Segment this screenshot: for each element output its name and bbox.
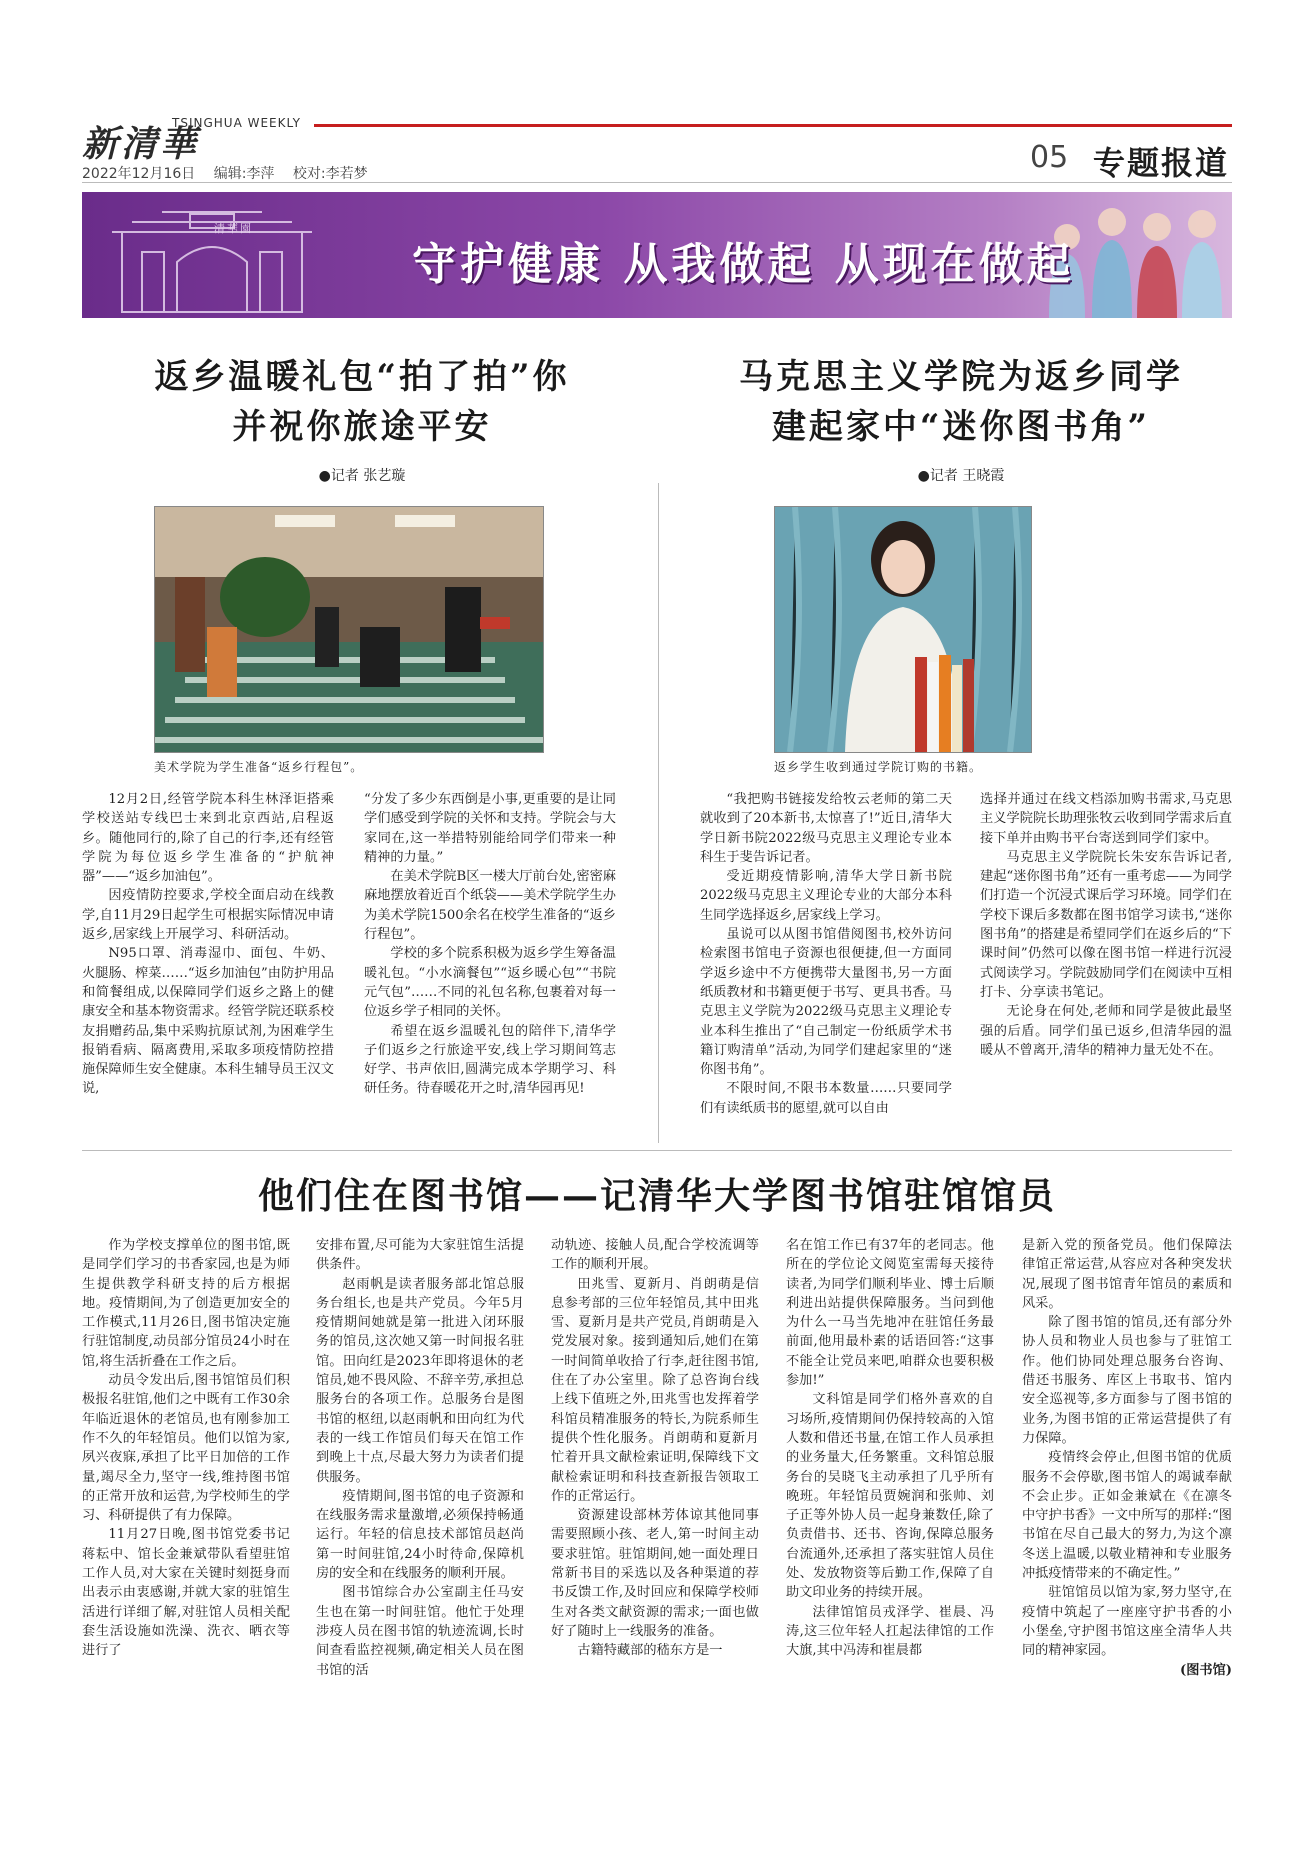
paragraph: 法律馆馆员戎泽学、崔晨、冯涛,这三位年轻人扛起法律馆的工作大旗,其中冯涛和崔晨都 bbox=[786, 1604, 994, 1659]
paragraph: 名在馆工作已有37年的老同志。他所在的学位论文阅览室需每天接待读者,为同学们顺利毕业、博士后顺利进出站提供保障服务。当问到他为什么一马当先地冲在驻馆任务最前面,他用最朴素的话语回答:“这事不能全让党员来吧,咱群众也要积极参加!” bbox=[786, 1238, 994, 1389]
paragraph: 资源建设部林芳体谅其他同事需要照顾小孩、老人,第一时间主动要求驻馆。驻馆期间,她一面处理日常新书目的采选以及各种渠道的荐书反馈工作,及时回应和保障学校师生对各类文献资源的需求;一面也做好了随时上一线服务的准备。 bbox=[551, 1508, 759, 1639]
paragraph: 安排布置,尽可能为大家驻馆生活提供条件。 bbox=[316, 1238, 524, 1273]
article2-title-line1: 马克思主义学院为返乡同学 bbox=[739, 357, 1183, 397]
paragraph: 疫情期间,图书馆的电子资源和在线服务需求量激增,必须保持畅通运行。年轻的信息技术部馆员赵尚第一时间驻馆,24小时待命,保障机房的安全和在线服务的顺利开展。 bbox=[316, 1488, 524, 1582]
paragraph: 不限时间,不限书本数量……只要同学们有读纸质书的愿望,就可以自由 bbox=[700, 1081, 952, 1116]
campaign-banner bbox=[82, 192, 1232, 318]
article-vertical-divider bbox=[658, 483, 659, 1143]
article1-title-line1: 返乡温暖礼包“拍了拍”你 bbox=[154, 357, 570, 397]
tsinghua-gate-icon bbox=[112, 212, 312, 312]
article1-headline bbox=[82, 352, 642, 452]
article-horizontal-divider bbox=[82, 1150, 1232, 1151]
article3-column5 bbox=[1022, 1236, 1232, 1680]
article1-byline: ●记者 张艺璇 bbox=[318, 468, 406, 484]
paragraph: 文科馆是同学们格外喜欢的自习场所,疫情期间仍保持较高的入馆人数和借还书量,在馆工作人员承担的业务量大,任务繁重。文科馆总服务台的吴晓飞主动承担了几乎所有晚班。年轻馆员贾婉润和张帅、刘子正等外协人员一起身兼数任,除了负责借书、还书、咨询,保障总服务台流通外,还承担了落实驻馆人员住处、发放物资等后勤工作,保障了自助文印业务的持续开展。 bbox=[786, 1392, 994, 1601]
proofreader-credit: 校对:李若梦 bbox=[292, 166, 368, 182]
paragraph: 动员令发出后,图书馆馆员们积极报名驻馆,他们之中既有工作30余年临近退休的老馆员,也有刚参加工作不久的年轻馆员。他们以馆为家,夙兴夜寐,承担了比平日加倍的工作量,竭尽全力,坚守一线,维持图书馆的正常开放和运营,为学校师生的学习、科研提供了有力保障。 bbox=[82, 1373, 290, 1524]
article1-column1 bbox=[82, 790, 334, 1099]
paragraph: “我把购书链接发给牧云老师的第二天就收到了20本新书,太惊喜了!”近日,清华大学日新书院2022级马克思主义理论专业本科生于斐告诉记者。 bbox=[700, 792, 952, 865]
article3-column2 bbox=[316, 1236, 524, 1680]
article2-column2 bbox=[980, 790, 1232, 1060]
paragraph: 图书馆综合办公室副主任马安生也在第一时间驻馆。他忙于处理涉疫人员在图书馆的轨迹流调,长时间查看监控视频,确定相关人员在图书馆的活 bbox=[316, 1585, 524, 1678]
paragraph: 选择并通过在线文档添加购书需求,马克思主义学院院长助理张牧云收到同学需求后直接下单并由购书平台寄送到同学们家中。 bbox=[980, 792, 1232, 846]
article2-photo-caption: 返乡学生收到通过学院订购的书籍。 bbox=[774, 760, 983, 774]
issue-meta bbox=[82, 163, 382, 183]
article2-photo bbox=[774, 506, 1032, 753]
paragraph: 动轨迹、接触人员,配合学校流调等工作的顺利开展。 bbox=[551, 1238, 759, 1273]
article3-headline: 他们住在图书馆——记清华大学图书馆驻馆馆员 bbox=[257, 1175, 1056, 1217]
paragraph: 虽说可以从图书馆借阅图书,校外访问检索图书馆电子资源也很便捷,但一方面同学返乡途中不方便携带大量图书,另一方面纸质教材和书籍更便于书写、更具书香。马克思主义学院为2022级马克思主义理论专业本科生推出了“自己制定一份纸质学术书籍订购清单”活动,为同学们建起家里的“迷你图书角”。 bbox=[700, 927, 952, 1078]
student-with-books-image bbox=[775, 507, 1031, 752]
issue-date: 2022年12月16日 bbox=[82, 166, 196, 182]
gift-bag-hall-image bbox=[155, 507, 543, 752]
paragraph: 受近期疫情影响,清华大学日新书院2022级马克思主义理论专业的大部分本科生同学选择返乡,居家线上学习。 bbox=[700, 869, 952, 923]
paragraph: “分发了多少东西倒是小事,更重要的是让同学们感受到学院的关怀和支持。学院会与大家同在,这一举措特别能给同学们带来一种精神的力量。” bbox=[364, 792, 616, 865]
article3-column1 bbox=[82, 1236, 290, 1661]
banner-slogan: 守护健康 从我做起 从现在做起 bbox=[412, 239, 1075, 290]
paragraph: 马克思主义学院院长朱安东告诉记者,建起“迷你图书角”还有一重考虑——为同学们打造一个沉浸式课后学习环境。同学们在学校下课后多数都在图书馆学习读书,“迷你图书角”的搭建是希望同学们在返乡后的“下课时间”仍然可以像在图书馆一样进行沉浸式阅读学习。学院鼓励同学们在阅读中互相打卡、分享读书笔记。 bbox=[980, 849, 1232, 1000]
section-title: 专题报道 bbox=[1093, 144, 1230, 182]
paragraph: 驻馆馆员以馆为家,努力坚守,在疫情中筑起了一座座守护书香的小小堡垒,守护图书馆这座全清华人共同的精神家园。 bbox=[1022, 1585, 1232, 1659]
paragraph: 希望在返乡温暖礼包的陪伴下,清华学子们返乡之行旅途平安,线上学习期间笃志好学、书声依旧,圆满完成本学期学习、科研任务。待春暖花开之时,清华园再见! bbox=[364, 1023, 616, 1097]
article2-headline bbox=[690, 352, 1232, 452]
medical-workers-icon bbox=[1049, 208, 1222, 318]
paragraph: 赵雨帆是读者服务部北馆总服务台组长,也是共产党员。今年5月疫情期间她就是第一批进入闭环服务的馆员,这次她又第一时间报名驻馆。田向红是2023年即将退休的老馆员,她不畏风险、不辞辛劳,承担总服务台的各项工作。总服务台是图书馆的枢纽,以赵雨帆和田向红为代表的一线工作馆员们每天在馆工作到晚上十点,尽最大努力为读者们提供服务。 bbox=[316, 1276, 524, 1485]
paragraph: 除了图书馆的馆员,还有部分外协人员和物业人员也参与了驻馆工作。他们协同处理总服务台咨询、借还书服务、库区上书取书、馆内安全巡视等,多方面参与了图书馆的业务,为图书馆的正常运营提供了有力保障。 bbox=[1022, 1315, 1232, 1446]
article2-column1 bbox=[700, 790, 952, 1118]
paragraph: 11月27日晚,图书馆党委书记蒋耘中、馆长金兼斌带队看望驻馆工作人员,对大家在关键时刻挺身而出表示由衷感谢,并就大家的驻馆生活进行详细了解,对驻馆人员相关配套生活设施如洗澡、洗衣、晒衣等进行了 bbox=[82, 1527, 290, 1659]
paragraph: 作为学校支撑单位的图书馆,既是同学们学习的书香家园,也是为师生提供教学科研支持的后方根据地。疫情期间,为了创造更加安全的工作模式,11月26日,图书馆决定施行驻馆制度,动员部分馆员24小时在馆,将生活折叠在工作之后。 bbox=[82, 1238, 290, 1369]
article3-credit: (图书馆) bbox=[1179, 1662, 1232, 1678]
editor-credit: 编辑:李萍 bbox=[213, 166, 275, 182]
paragraph: 是新入党的预备党员。他们保障法律馆正常运营,从容应对各种突发状况,展现了图书馆青年馆员的素质和风采。 bbox=[1022, 1238, 1232, 1311]
paragraph: 田兆雪、夏新月、肖朗萌是信息参考部的三位年轻馆员,其中田兆雪、夏新月是共产党员,肖朗萌是入党发展对象。接到通知后,她们在第一时间简单收拾了行李,赶往图书馆,住在了办公室里。除了总咨询台线上线下值班之外,田兆雪也发挥着学科馆员精准服务的特长,为院系师生提供个性化服务。肖朗萌和夏新月忙着开具文献检索证明,保障线下文献检索证明和科技查新报告领取工作的正常运行。 bbox=[551, 1276, 759, 1504]
paragraph: 古籍特藏部的嵇东方是一 bbox=[577, 1643, 723, 1659]
page-number: 05 bbox=[1030, 140, 1069, 175]
paragraph: 12月2日,经管学院本科生林泽讵搭乘学校送站专线巴士来到北京西站,启程返乡。随他同行的,除了自己的行李,还有经管学院为每位返乡学生准备的“护航神器”——“返乡加油包”。 bbox=[82, 792, 334, 885]
paragraph: 因疫情防控要求,学校全面启动在线教学,自11月29日起学生可根据实际情况申请返乡,居家线上开展学习、科研活动。 bbox=[82, 888, 334, 943]
masthead-red-rule bbox=[314, 124, 1232, 127]
article3-column4 bbox=[786, 1236, 994, 1661]
article1-photo bbox=[154, 506, 544, 753]
masthead-logo: 新清華 bbox=[82, 123, 200, 165]
gate-inscription: 清華園 bbox=[214, 222, 253, 235]
article3-column3 bbox=[551, 1236, 759, 1661]
masthead-divider bbox=[82, 182, 1232, 183]
article2-byline: ●记者 王晓霞 bbox=[917, 468, 1005, 484]
article1-title-line2: 并祝你旅途平安 bbox=[232, 407, 492, 447]
paragraph: N95口罩、消毒湿巾、面包、牛奶、火腿肠、榨菜……“返乡加油包”由防护用品和简餐组成,以保障同学们返乡之路上的健康安全和基本物资需求。经管学院还联系校友捐赠药品,集中采购抗原试剂,为困难学生报销看病、隔离费用,采取多项疫情防控措施保障师生安全健康。本科生辅导员王汉文说, bbox=[82, 946, 334, 1097]
article2-title-line2: 建起家中“迷你图书角” bbox=[771, 407, 1151, 447]
article1-photo-caption: 美术学院为学生准备“返乡行程包”。 bbox=[154, 760, 364, 774]
paragraph: 疫情终会停止,但图书馆的优质服务不会停歇,图书馆人的竭诚奉献不会止步。正如金兼斌在《在凛冬中守护书香》一文中所写的那样:“图书馆在尽自己最大的努力,为这个凛冬送上温暖,以敬业精神和专业服务冲抵疫情带来的不确定性。” bbox=[1022, 1450, 1232, 1582]
article1-column2 bbox=[364, 790, 616, 1099]
paragraph: 在美术学院B区一楼大厅前台处,密密麻麻地摆放着近百个纸袋——美术学院学生办为美术学院1500余名在校学生准备的“返乡行程包”。 bbox=[364, 869, 616, 943]
paragraph: 学校的多个院系积极为返乡学生筹备温暖礼包。“小水滴餐包”“返乡暖心包”“书院元气包”……不同的礼包名称,包裹着对每一位返乡学子相同的关怀。 bbox=[364, 946, 616, 1020]
masthead-english-title: TSINGHUA WEEKLY bbox=[172, 116, 301, 130]
paragraph: 无论身在何处,老师和同学是彼此最坚强的后盾。同学们虽已返乡,但清华园的温暖从不曾离开,清华的精神力量无处不在。 bbox=[980, 1004, 1232, 1058]
